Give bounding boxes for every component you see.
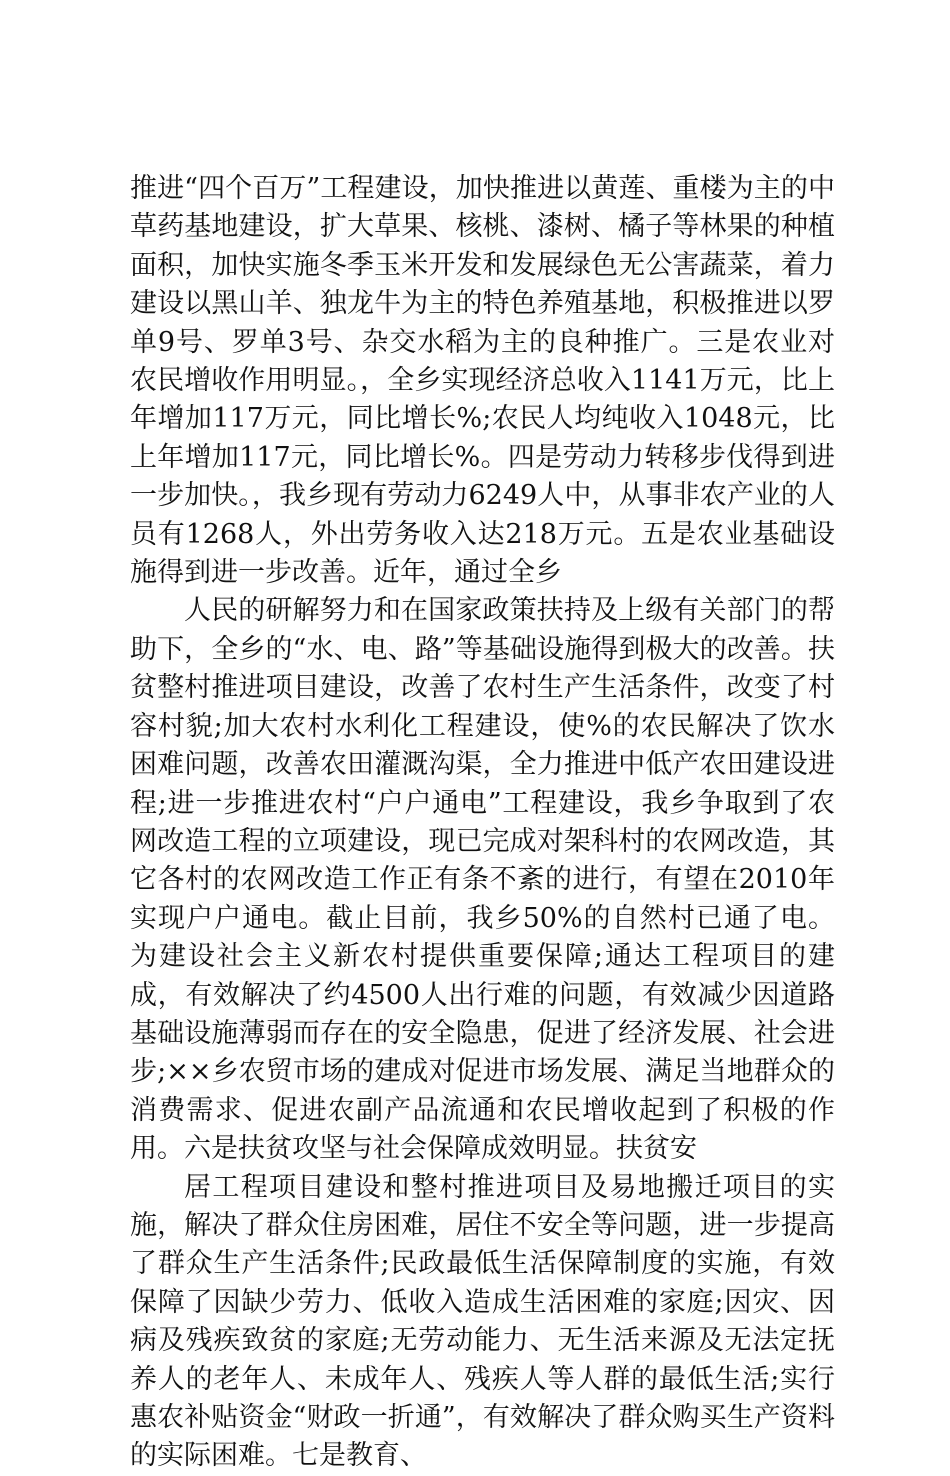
paragraph-1: 推进“四个百万”工程建设，加快推进以黄莲、重楼为主的中草药基地建设，扩大草果、核桃、漆树、橘子等林果的种植面积，加快实施冬季玉米开发和发展绿色无公害蔬菜，着力建设以黑山羊、独龙牛为主的特色养殖基地，积极推进以罗单9号、罗单3号、杂交水稻为主的良种推广。三是农业对农民增收作用明显。，全乡实现经济总收入1141万元，比上年增加117万元，同比增长%;农民人均纯收入1048元，比上年增加117元，同比增长%。四是劳动力转移步伐得到进一步加快。，我乡现有劳动力6249人中，从事非农产业的人员有1268人，外出劳务收入达218万元。五是农业基础设施得到进一步改善。近年，通过全乡 (130, 173, 835, 589)
paragraph-2: 人民的研解努力和在国家政策扶持及上级有关部门的帮助下，全乡的“水、电、路”等基础设施得到极大的改善。扶贫整村推进项目建设，改善了农村生产生活条件，改变了村容村貌;加大农村水利化工程建设，使%的农民解决了饮水困难问题，改善农田灌溉沟渠，全力推进中低产农田建设进程;进一步推进农村“户户通电”工程建设，我乡争取到了农网改造工程的立项建设，现已完成对架科村的农网改造，其它各村的农网改造工作正有条不紊的进行，有望在2010年实现户户通电。截止目前，我乡50%的自然村已通了电。为建设社会主义新农村提供重要保障;通达工程项目的建成，有效解决了约4500人出行难的问题，有效减少因道路基础设施薄弱而存在的安全隐患，促进了经济发展、社会进步;××乡农贸市场的建成对促进市场发展、满足当地群众的消费需求、促进农副产品流通和农民增收起到了积极的作用。六是扶贫攻坚与社会保障成效明显。扶贫安 (130, 595, 835, 1165)
document-body (130, 170, 835, 1476)
paragraph-3: 居工程项目建设和整村推进项目及易地搬迁项目的实施，解决了群众住房困难，居住不安全等问题，进一步提高了群众生产生活条件;民政最低生活保障制度的实施，有效保障了因缺少劳力、低收入造成生活困难的家庭;因灾、因病及残疾致贫的家庭;无劳动能力、无生活来源及无法定抚养人的老年人、未成年人、残疾人等人群的最低生活;实行惠农补贴资金“财政一折通”，有效解决了群众购买生产资料的实际困难。七是教育、 (130, 1171, 835, 1472)
